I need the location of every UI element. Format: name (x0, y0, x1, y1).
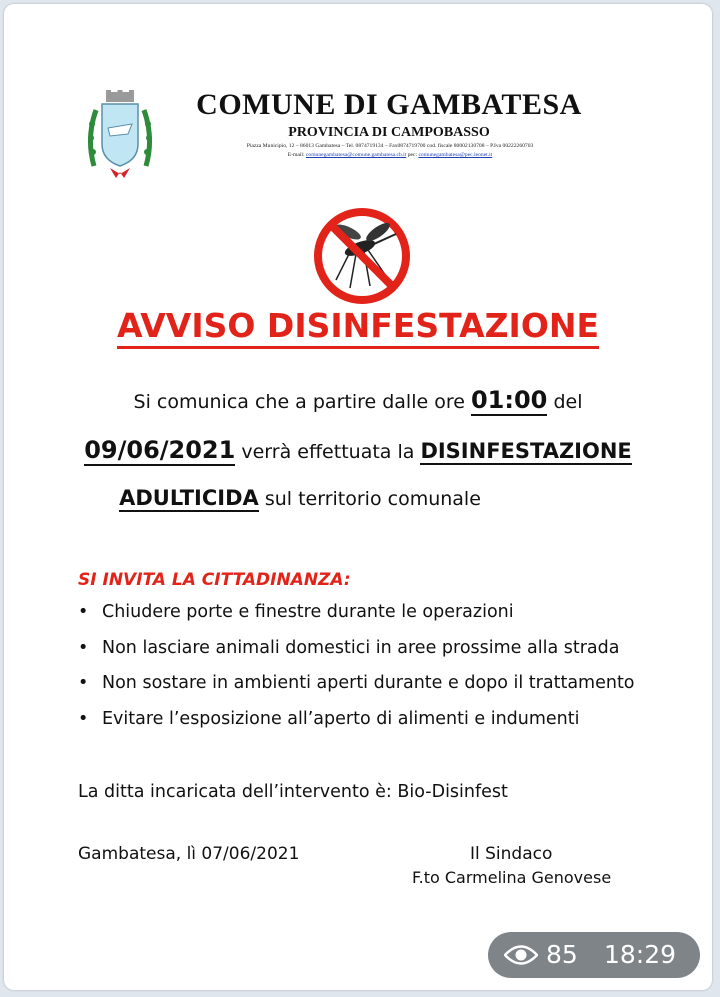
comune-title: COMUNE DI GAMBATESA (196, 88, 582, 121)
message-image-card[interactable] (4, 4, 712, 990)
list-item: • Non lasciare animali domestici in aree prossime alla strada (78, 637, 620, 658)
treatment-type-2: ADULTICIDA (119, 486, 259, 510)
email-link[interactable]: comunegambatesa@comune.gambatesa.cb.it (305, 152, 407, 158)
no-mosquito-icon (310, 204, 414, 308)
start-date: 09/06/2021 (84, 436, 236, 464)
pec-link[interactable]: comunegambatesa@pec.leonet.it (418, 152, 493, 158)
message-time: 18:29 (604, 940, 677, 969)
mayor-signature: F.to Carmelina Genovese (412, 868, 612, 887)
start-time: 01:00 (470, 386, 548, 414)
invite-heading: SI INVITA LA CITTADINANZA: (78, 570, 351, 590)
eye-icon (504, 944, 538, 966)
company-line: La ditta incaricata dell’intervento è: Bio-Disinfest (78, 782, 508, 802)
view-count: 85 (546, 940, 578, 969)
notice-line-2 (4, 436, 712, 464)
address-line: Piazza Municipio, 12 – 86013 Gambatesa – Tel. 0874719134 – Fax0874719700 cod. fiscale 80002130708 – P.Iva 00222260703 (246, 143, 534, 149)
bullet-icon: • (78, 673, 89, 693)
notice-title (4, 306, 712, 345)
list-item: • Evitare l’esposizione all’aperto di alimenti e indumenti (78, 708, 580, 729)
pec-label: pec: (407, 152, 418, 158)
contact-line (172, 152, 608, 158)
bullet-icon: • (78, 637, 89, 658)
coat-of-arms-icon (84, 88, 156, 180)
place-date: Gambatesa, lì 07/06/2021 (78, 844, 300, 864)
bullet-icon: • (78, 602, 89, 622)
instructions-list (78, 602, 635, 744)
message-meta-badge (488, 932, 700, 978)
notice-title-text: AVVISO DISINFESTAZIONE (117, 306, 599, 349)
notice-line-3 (4, 486, 654, 510)
line1-suffix: del (553, 391, 583, 413)
list-item: • Chiudere porte e finestre durante le operazioni (78, 602, 514, 622)
bullet-icon: • (78, 708, 89, 729)
line2-middle: verrà effettuata la (241, 441, 415, 463)
mayor-role: Il Sindaco (470, 844, 553, 864)
notice-line-1 (4, 386, 712, 414)
line3-suffix: sul territorio comunale (264, 488, 481, 510)
line1-prefix: Si comunica che a partire dalle ore (133, 391, 465, 413)
list-item: • Non sostare in ambienti aperti durante e dopo il trattamento (78, 673, 635, 693)
province-name: PROVINCIA DI CAMPOBASSO (288, 125, 490, 140)
email-label: E-mail: (287, 152, 305, 158)
treatment-type-1: DISINFESTAZIONE (420, 439, 632, 463)
